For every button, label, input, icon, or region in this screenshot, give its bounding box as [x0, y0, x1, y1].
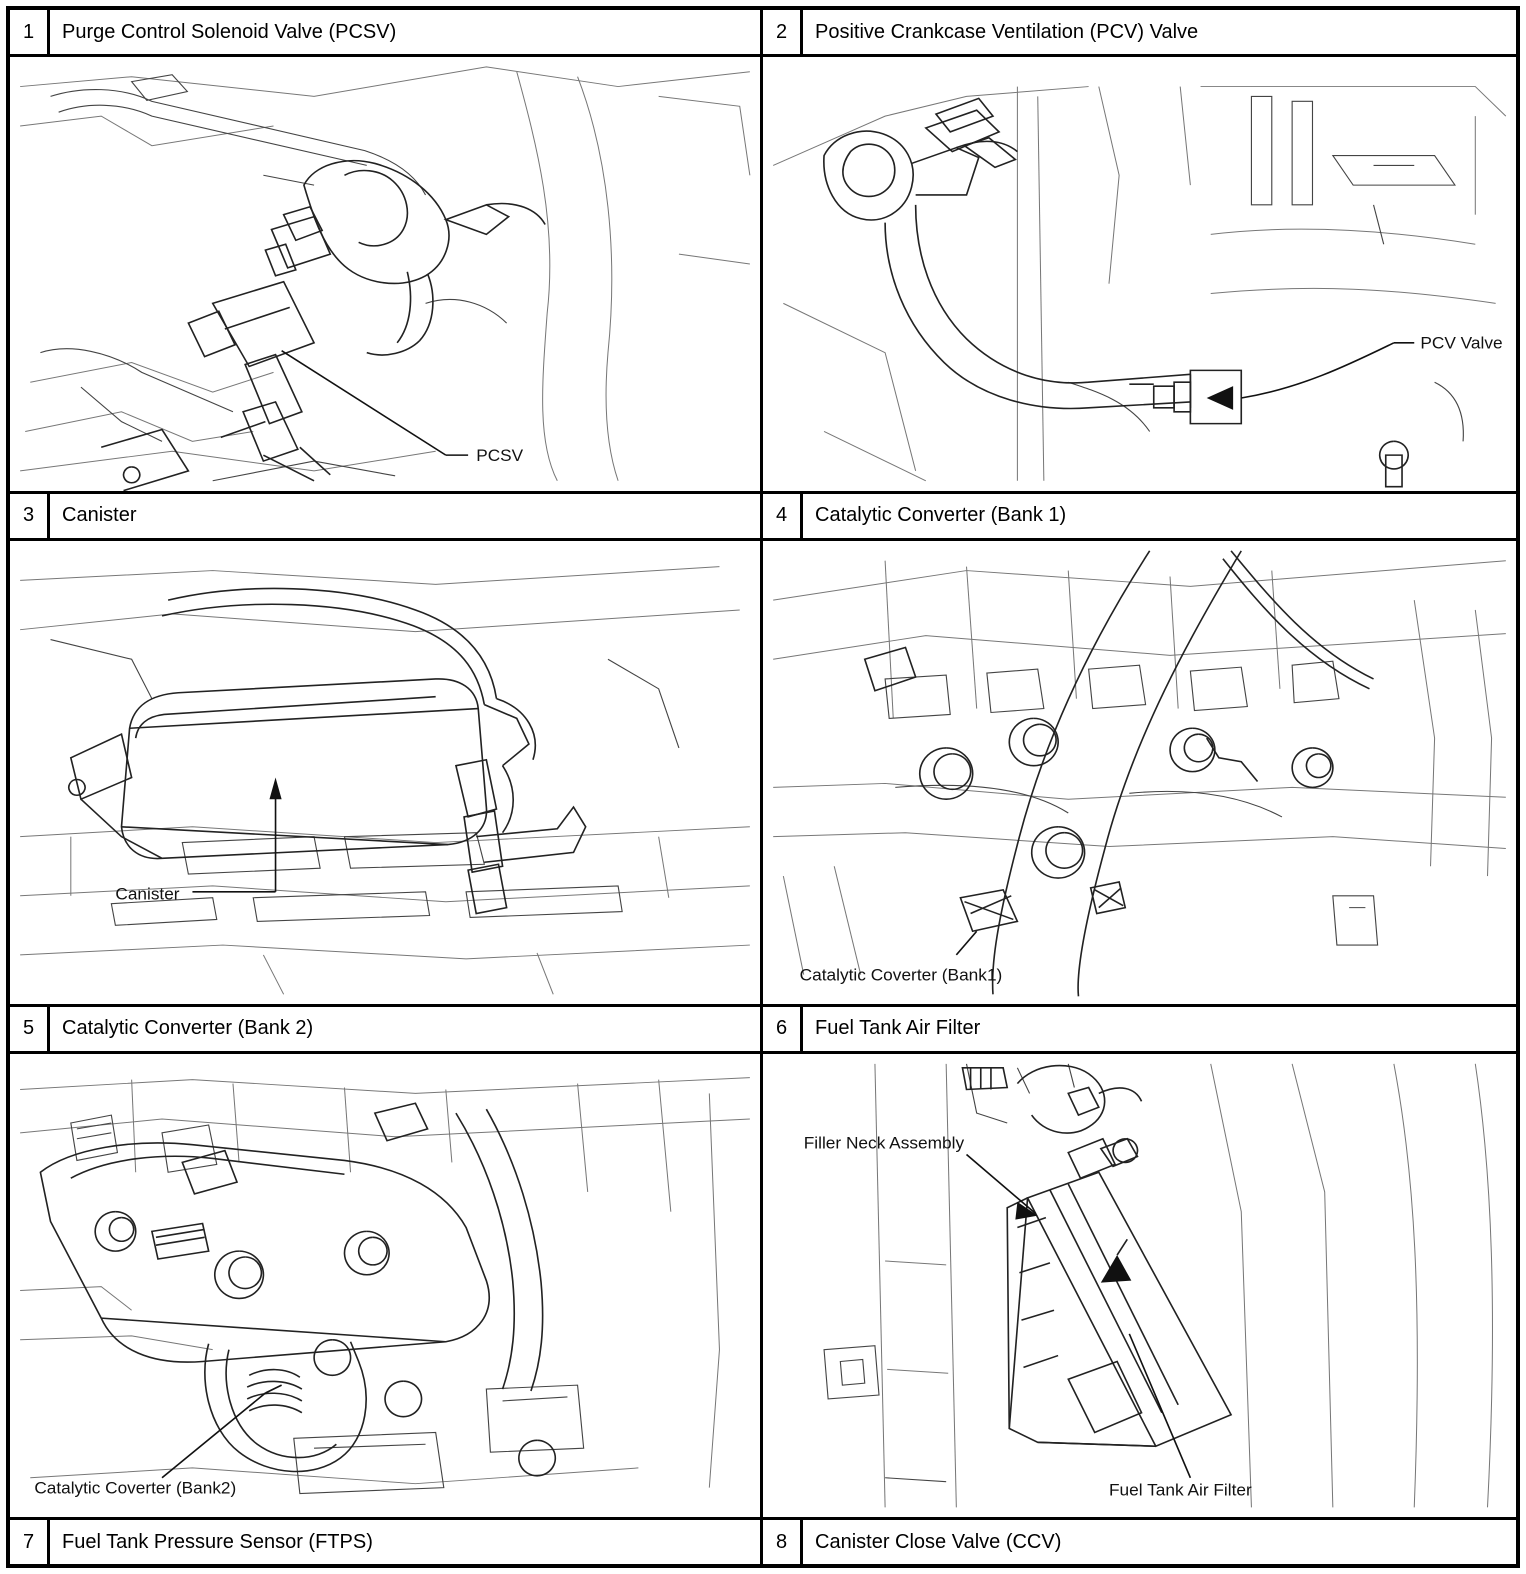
figure-row-1 [10, 57, 1516, 494]
row-number: 1 [10, 10, 50, 54]
row-number: 5 [10, 1007, 50, 1051]
canister-figure [10, 541, 760, 1004]
catalytic-converter-bank1-figure [763, 541, 1516, 1004]
figure-cell-cat-bank1 [763, 541, 1516, 1004]
callout-cat-bank1: Catalytic Coverter (Bank1) [799, 965, 1003, 985]
row-number: 6 [763, 1007, 803, 1051]
component-location-table [6, 6, 1520, 1568]
component-label: Fuel Tank Air Filter [815, 1017, 981, 1040]
header-cell-4 [763, 494, 1516, 538]
callout-canister: Canister [115, 884, 180, 904]
figure-cell-pcsv [10, 57, 763, 491]
header-cell-7 [10, 1520, 763, 1564]
callout-pcsv: PCSV [476, 446, 524, 466]
component-label: Purge Control Solenoid Valve (PCSV) [62, 20, 397, 43]
header-cell-2 [763, 10, 1516, 54]
row-number: 3 [10, 494, 50, 538]
component-label: Fuel Tank Pressure Sensor (FTPS) [62, 1530, 373, 1553]
header-cell-8 [763, 1520, 1516, 1564]
row-number: 7 [10, 1520, 50, 1564]
row-number: 8 [763, 1520, 803, 1564]
figure-cell-canister [10, 541, 763, 1004]
row-number: 4 [763, 494, 803, 538]
pcv-valve-figure [763, 57, 1516, 491]
header-cell-1 [10, 10, 763, 54]
header-cell-3 [10, 494, 763, 538]
header-cell-5 [10, 1007, 763, 1051]
callout-fuel-tank-air-filter: Fuel Tank Air Filter [1108, 1480, 1252, 1500]
figure-row-3 [10, 1054, 1516, 1520]
header-cell-6 [763, 1007, 1516, 1051]
fuel-tank-air-filter-figure [763, 1054, 1516, 1517]
figure-row-2 [10, 541, 1516, 1007]
figure-cell-fuel-tank-air-filter [763, 1054, 1516, 1517]
figure-cell-pcv [763, 57, 1516, 491]
component-label: Positive Crankcase Ventilation (PCV) Valve [815, 20, 1199, 43]
header-row-2 [10, 494, 1516, 541]
header-row-4 [10, 1520, 1516, 1564]
callout-pcv-valve: PCV Valve [1420, 333, 1503, 353]
component-label: Canister Close Valve (CCV) [815, 1530, 1062, 1553]
component-label: Canister [62, 504, 137, 527]
header-row-3 [10, 1007, 1516, 1054]
pcsv-figure [10, 57, 760, 491]
component-label: Catalytic Converter (Bank 1) [815, 504, 1067, 527]
header-row-1 [10, 10, 1516, 57]
figure-cell-cat-bank2 [10, 1054, 763, 1517]
catalytic-converter-bank2-figure [10, 1054, 760, 1517]
callout-filler-neck-assembly: Filler Neck Assembly [803, 1133, 965, 1153]
component-label: Catalytic Converter (Bank 2) [62, 1017, 314, 1040]
row-number: 2 [763, 10, 803, 54]
callout-cat-bank2: Catalytic Coverter (Bank2) [34, 1478, 237, 1498]
